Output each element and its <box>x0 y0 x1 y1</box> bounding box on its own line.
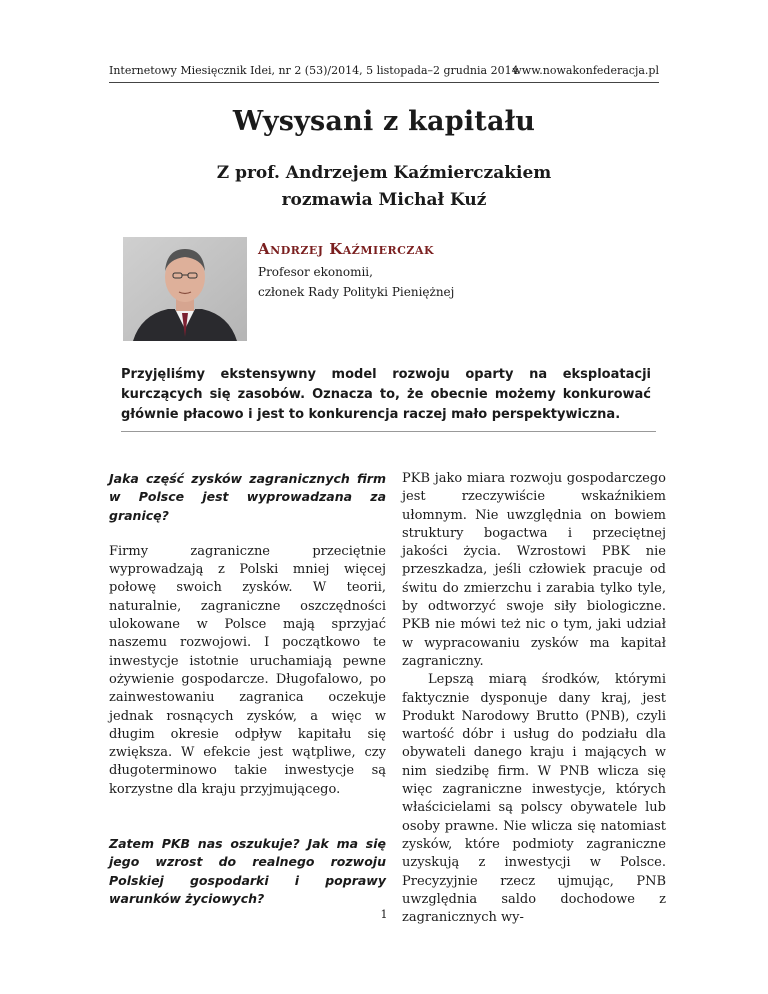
page-number: 1 <box>380 908 388 921</box>
subtitle-line-1: Z prof. Andrzejem Kaźmierczakiem <box>216 163 552 183</box>
author-description <box>258 262 518 302</box>
article-subtitle <box>0 160 768 214</box>
question-1: Jaka część zysków zagranicznych firm w Polsce jest wyprowadzana za granicę? <box>109 471 386 523</box>
author-role: członek Rady Polityki Pieniężnej <box>258 285 455 299</box>
portrait-image <box>123 237 247 341</box>
lead-divider <box>121 431 656 432</box>
lead-paragraph: Przyjęliśmy ekstensywny model rozwoju oparty na eksploatacji kurczących się zasobów. Oznacza to, że obecnie możemy konkurować głównie płacowo i jest to konkurencja raczej mało perspektywiczna. <box>121 367 651 422</box>
article-title: Wysysani z kapitału <box>232 106 536 137</box>
running-header <box>109 64 659 82</box>
author-name: Andrzej Kaźmierczak <box>258 240 435 258</box>
answer-2-paragraph-2: Lepszą miarą środków, którymi faktycznie dysponuje dany kraj, jest Produkt Narodowy Brutto (PNB), czyli wartość dóbr i usług do podziału dla obywateli danego kraju i mających w nim siedzibę firm. W PNB wlicza się więc zagraniczne inwestycje, których właścicielami są polscy obywatele lub osoby prawne. Nie wlicza się natomiast zysków, które podmioty zagraniczne uzyskują z inwestycji w Polsce. Precyzyjnie rzecz ujmując, PNB uwzględnia saldo dochodowe z zagranicznych wy- <box>402 672 666 926</box>
answer-2-paragraph-1: PKB jako miara rozwoju gospodarczego jest rzeczywiście wskaźnikiem ułomnym. Nie uwzględnia on bowiem struktury bogactwa i przeciętnej jakości życia. Wzrostowi PBK nie przeszkadza, jeśli człowiek pracuje od świtu do zmierzchu i zarabia tylko tyle, by odtworzyć swoje siły biologiczne. PKB nie mówi też nic o tym, jaki udział w wypracowaniu zysków ma kapitał zagraniczny. <box>402 471 666 669</box>
issue-info: Internetowy Miesięcznik Idei, nr 2 (53)/2014, 5 listopada–2 grudnia 2014 <box>109 64 519 77</box>
subtitle-line-2: rozmawia Michał Kuź <box>281 190 487 210</box>
right-column <box>402 470 666 927</box>
answer-1: Firmy zagraniczne przeciętnie wyprowadzają z Polski mniej więcej połowę swoich zysków. W teorii, naturalnie, zagraniczne oszczędności ulokowane w Polsce mają sprzyjać naszemu rozwojowi. I początkowo te inwestycje istotnie uruchamiają pewne ożywienie gospodarcze. Długofalowo, po zainwestowaniu zagranica oczekuje jednak rosnących zysków, a więc w długim okresie odpływ kapitału się zwiększa. W efekcie jest wątpliwe, czy długoterminowo takie inwestycje są korzystne dla kraju przyjmującego. <box>109 543 386 797</box>
website-url[interactable]: www.nowakonfederacja.pl <box>512 64 659 77</box>
header-divider <box>109 82 659 83</box>
left-column <box>109 470 386 908</box>
author-title: Profesor ekonomii, <box>258 265 373 279</box>
question-2: Zatem PKB nas oszukuje? Jak ma się jego wzrost do realnego rozwoju Polskiej gospodarki i poprawy warunków życiowych? <box>109 836 386 906</box>
author-photo <box>123 237 247 341</box>
